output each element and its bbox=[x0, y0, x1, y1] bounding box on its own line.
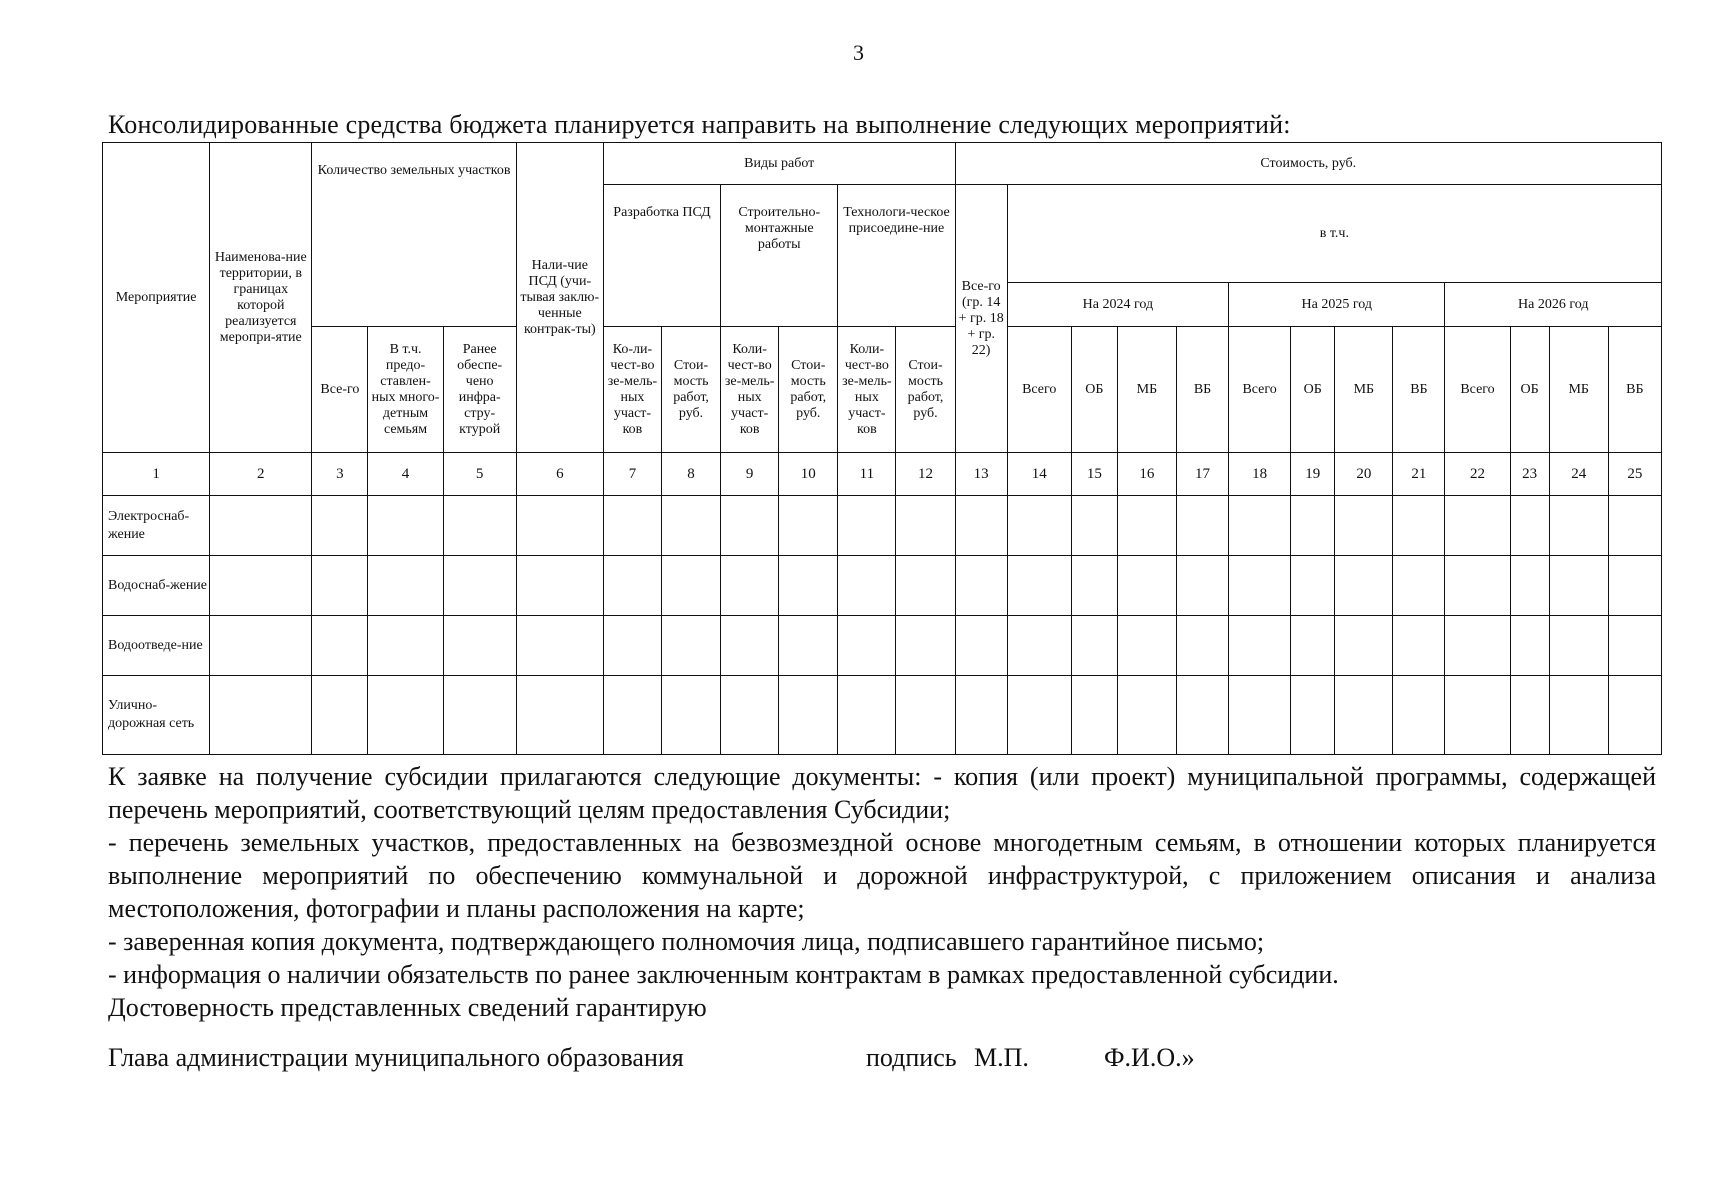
table-cell bbox=[955, 496, 1007, 556]
table-cell bbox=[1291, 496, 1335, 556]
column-number: 6 bbox=[516, 453, 603, 496]
table-cell bbox=[662, 616, 721, 676]
table-cell bbox=[721, 616, 779, 676]
column-number: 15 bbox=[1071, 453, 1117, 496]
table-cell bbox=[1510, 496, 1549, 556]
table-cell bbox=[603, 496, 661, 556]
column-number: 19 bbox=[1291, 453, 1335, 496]
column-number: 7 bbox=[603, 453, 661, 496]
paragraph: Достоверность представленных сведений гарантирую bbox=[108, 993, 707, 1022]
column-number: 9 bbox=[721, 453, 779, 496]
header-2024-mb: МБ bbox=[1117, 327, 1176, 453]
table-cell bbox=[1229, 556, 1291, 616]
table-cell bbox=[1335, 556, 1393, 616]
table-cell bbox=[1510, 676, 1549, 755]
header-land-total: Все-го bbox=[312, 327, 368, 453]
column-number: 11 bbox=[838, 453, 896, 496]
table-cell bbox=[1335, 616, 1393, 676]
column-number: 22 bbox=[1445, 453, 1510, 496]
paragraph: - информация о наличии обязательств по ранее заключенным контрактам в рамках предоставленной субсидии. bbox=[108, 960, 1339, 989]
table-heading: Консолидированные средства бюджета планируется направить на выполнение следующих мероприятий: bbox=[108, 110, 1291, 139]
table-cell bbox=[1007, 496, 1071, 556]
column-number: 3 bbox=[312, 453, 368, 496]
header-2026-vb: ВБ bbox=[1608, 327, 1661, 453]
column-number: 17 bbox=[1176, 453, 1228, 496]
table-cell bbox=[1007, 616, 1071, 676]
table-cell bbox=[721, 556, 779, 616]
header-2026-mb: МБ bbox=[1549, 327, 1608, 453]
row-label-water-supply: Водоснаб-жение bbox=[103, 556, 210, 616]
table-cell bbox=[1176, 616, 1228, 676]
table-cell bbox=[896, 556, 955, 616]
table-cell bbox=[312, 496, 368, 556]
table-cell bbox=[662, 496, 721, 556]
table-cell bbox=[443, 556, 516, 616]
table-cell bbox=[1549, 676, 1608, 755]
header-construction: Строительно-монтажные работы bbox=[721, 185, 838, 327]
table-cell bbox=[516, 496, 603, 556]
column-number: 14 bbox=[1007, 453, 1071, 496]
table-cell bbox=[1117, 496, 1176, 556]
header-year-2026: На 2026 год bbox=[1445, 283, 1662, 327]
table-cell bbox=[1510, 616, 1549, 676]
table-cell bbox=[1007, 676, 1071, 755]
table-cell bbox=[838, 496, 896, 556]
paragraph: - перечень земельных участков, предоставленных на безвозмездной основе многодетным семьям, в отношении которых планируется выполнение мероприятий по обеспечению коммунальной и дорожной инфраструктурой, с приложением описания и анализа местоположения, фотографии и планы расположения на карте; bbox=[108, 828, 1656, 923]
table-cell bbox=[779, 496, 838, 556]
table-cell bbox=[210, 616, 312, 676]
table-cell bbox=[896, 676, 955, 755]
table-cell bbox=[1229, 496, 1291, 556]
table-cell bbox=[368, 556, 443, 616]
table-cell bbox=[443, 676, 516, 755]
table-cell bbox=[955, 556, 1007, 616]
column-number: 18 bbox=[1229, 453, 1291, 496]
table-cell bbox=[1393, 556, 1445, 616]
table-row bbox=[103, 616, 1662, 676]
header-psd: Нали-чие ПСД (учи-тывая заклю-ченные контрак-ты) bbox=[516, 143, 603, 453]
paragraph: К заявке на получение субсидии прилагаются следующие документы: - копия (или проект) муниципальной программы, содержащей перечень мероприятий, соответствующий целям предоставления Субсидии; bbox=[108, 762, 1656, 824]
table-cell bbox=[1071, 556, 1117, 616]
table-cell bbox=[1071, 616, 1117, 676]
table-cell bbox=[1608, 496, 1661, 556]
table-cell bbox=[662, 556, 721, 616]
column-number: 13 bbox=[955, 453, 1007, 496]
table-cell bbox=[955, 676, 1007, 755]
column-number: 25 bbox=[1608, 453, 1661, 496]
table-cell bbox=[1229, 616, 1291, 676]
table-cell bbox=[1117, 676, 1176, 755]
column-number: 1 bbox=[103, 453, 210, 496]
column-number: 23 bbox=[1510, 453, 1549, 496]
header-construction-qty: Коли-чест-во зе-мель-ных участ-ков bbox=[721, 327, 779, 453]
table-cell bbox=[1445, 556, 1510, 616]
table-cell bbox=[1549, 616, 1608, 676]
table-cell bbox=[312, 556, 368, 616]
table-cell bbox=[603, 616, 661, 676]
table-cell bbox=[1445, 616, 1510, 676]
table-cell bbox=[443, 496, 516, 556]
header-year-2025: На 2025 год bbox=[1229, 283, 1445, 327]
table-cell bbox=[312, 616, 368, 676]
table-cell bbox=[516, 556, 603, 616]
table-cell bbox=[779, 556, 838, 616]
header-tech-connection: Технологи-ческое присоедине-ние bbox=[838, 185, 955, 327]
table-cell bbox=[1291, 556, 1335, 616]
column-number: 2 bbox=[210, 453, 312, 496]
table-cell bbox=[1549, 496, 1608, 556]
header-2025-total: Всего bbox=[1229, 327, 1291, 453]
table-cell bbox=[1393, 616, 1445, 676]
signature-line bbox=[108, 1043, 1508, 1077]
header-cost: Стоимость, руб. bbox=[955, 143, 1661, 185]
paragraph: - заверенная копия документа, подтверждающего полномочия лица, подписавшего гарантийное письмо; bbox=[108, 927, 1265, 956]
table-cell bbox=[779, 676, 838, 755]
table-cell bbox=[1291, 616, 1335, 676]
header-works: Виды работ bbox=[603, 143, 955, 185]
table-row bbox=[103, 496, 1662, 556]
header-land-large-families: В т.ч. предо-ставлен-ных много-детным семьям bbox=[368, 327, 443, 453]
table-cell bbox=[1071, 496, 1117, 556]
signatory-position: Глава администрации муниципального образования bbox=[108, 1043, 684, 1072]
table-cell bbox=[1117, 616, 1176, 676]
header-2024-ob: ОБ bbox=[1071, 327, 1117, 453]
table-cell bbox=[721, 496, 779, 556]
column-number: 10 bbox=[779, 453, 838, 496]
column-number: 16 bbox=[1117, 453, 1176, 496]
header-year-2024: На 2024 год bbox=[1007, 283, 1228, 327]
table-cell bbox=[838, 556, 896, 616]
table-cell bbox=[896, 496, 955, 556]
table-cell bbox=[1510, 556, 1549, 616]
signature-placeholder: подпись bbox=[866, 1043, 957, 1072]
table-cell bbox=[210, 496, 312, 556]
table-cell bbox=[516, 616, 603, 676]
header-2026-ob: ОБ bbox=[1510, 327, 1549, 453]
table-cell bbox=[516, 676, 603, 755]
table-cell bbox=[1117, 556, 1176, 616]
table-cell bbox=[368, 616, 443, 676]
table-cell bbox=[721, 676, 779, 755]
table-cell bbox=[368, 496, 443, 556]
table-cell bbox=[1071, 676, 1117, 755]
name-placeholder: Ф.И.О.» bbox=[1104, 1043, 1195, 1072]
table-cell bbox=[1608, 616, 1661, 676]
table-cell bbox=[1007, 556, 1071, 616]
table-cell bbox=[603, 556, 661, 616]
table-cell bbox=[210, 676, 312, 755]
table-cell bbox=[1335, 496, 1393, 556]
header-2025-ob: ОБ bbox=[1291, 327, 1335, 453]
table-cell bbox=[368, 676, 443, 755]
table-cell bbox=[896, 616, 955, 676]
column-number: 5 bbox=[443, 453, 516, 496]
column-number-row bbox=[103, 453, 1662, 496]
table-cell bbox=[1291, 676, 1335, 755]
header-incl: в т.ч. bbox=[1007, 185, 1661, 283]
table-cell bbox=[1608, 676, 1661, 755]
row-label-road-network: Улично-дорожная сеть bbox=[103, 676, 210, 755]
row-label-electricity: Электроснаб-жение bbox=[103, 496, 210, 556]
table-cell bbox=[1229, 676, 1291, 755]
table-row bbox=[103, 556, 1662, 616]
table-cell bbox=[1608, 556, 1661, 616]
header-2025-vb: ВБ bbox=[1393, 327, 1445, 453]
row-label-sewerage: Водоотведе-ние bbox=[103, 616, 210, 676]
header-2024-total: Всего bbox=[1007, 327, 1071, 453]
header-tech-qty: Коли-чест-во зе-мель-ных участ-ков bbox=[838, 327, 896, 453]
table-cell bbox=[1445, 676, 1510, 755]
header-2024-vb: ВБ bbox=[1176, 327, 1228, 453]
table-cell bbox=[955, 616, 1007, 676]
table-cell bbox=[662, 676, 721, 755]
header-total-formula: Все-го (гр. 14 + гр. 18 + гр. 22) bbox=[955, 185, 1007, 453]
column-number: 21 bbox=[1393, 453, 1445, 496]
header-tech-cost: Стои-мость работ, руб. bbox=[896, 327, 955, 453]
table-row bbox=[103, 676, 1662, 755]
table-cell bbox=[312, 676, 368, 755]
header-psd-dev: Разработка ПСД bbox=[603, 185, 720, 327]
stamp-placeholder: М.П. bbox=[974, 1043, 1029, 1072]
header-psd-qty: Ко-ли-чест-во зе-мель-ных участ-ков bbox=[603, 327, 661, 453]
table-cell bbox=[1445, 496, 1510, 556]
column-number: 24 bbox=[1549, 453, 1608, 496]
header-land-infra: Ранее обеспе-чено инфра-стру-ктурой bbox=[443, 327, 516, 453]
table-cell bbox=[1335, 676, 1393, 755]
column-number: 8 bbox=[662, 453, 721, 496]
header-land-count: Количество земельных участков bbox=[312, 143, 516, 327]
table-cell bbox=[1176, 496, 1228, 556]
header-territory: Наименова-ние территории, в границах которой реализуется меропри-ятие bbox=[210, 143, 312, 453]
table-cell bbox=[1176, 676, 1228, 755]
table-cell bbox=[779, 616, 838, 676]
budget-table bbox=[102, 142, 1662, 755]
table-cell bbox=[1393, 496, 1445, 556]
column-number: 4 bbox=[368, 453, 443, 496]
header-construction-cost: Стои-мость работ, руб. bbox=[779, 327, 838, 453]
column-number: 20 bbox=[1335, 453, 1393, 496]
header-psd-cost: Стои-мость работ, руб. bbox=[662, 327, 721, 453]
table-cell bbox=[210, 556, 312, 616]
table-cell bbox=[1549, 556, 1608, 616]
header-event: Мероприятие bbox=[103, 143, 210, 453]
page-number: 3 bbox=[853, 40, 864, 65]
table-cell bbox=[603, 676, 661, 755]
table-cell bbox=[838, 616, 896, 676]
table-cell bbox=[1176, 556, 1228, 616]
table-cell bbox=[838, 676, 896, 755]
column-number: 12 bbox=[896, 453, 955, 496]
header-2025-mb: МБ bbox=[1335, 327, 1393, 453]
header-2026-total: Всего bbox=[1445, 327, 1510, 453]
table-cell bbox=[1393, 676, 1445, 755]
attachments-text bbox=[108, 760, 1656, 1024]
table-cell bbox=[443, 616, 516, 676]
